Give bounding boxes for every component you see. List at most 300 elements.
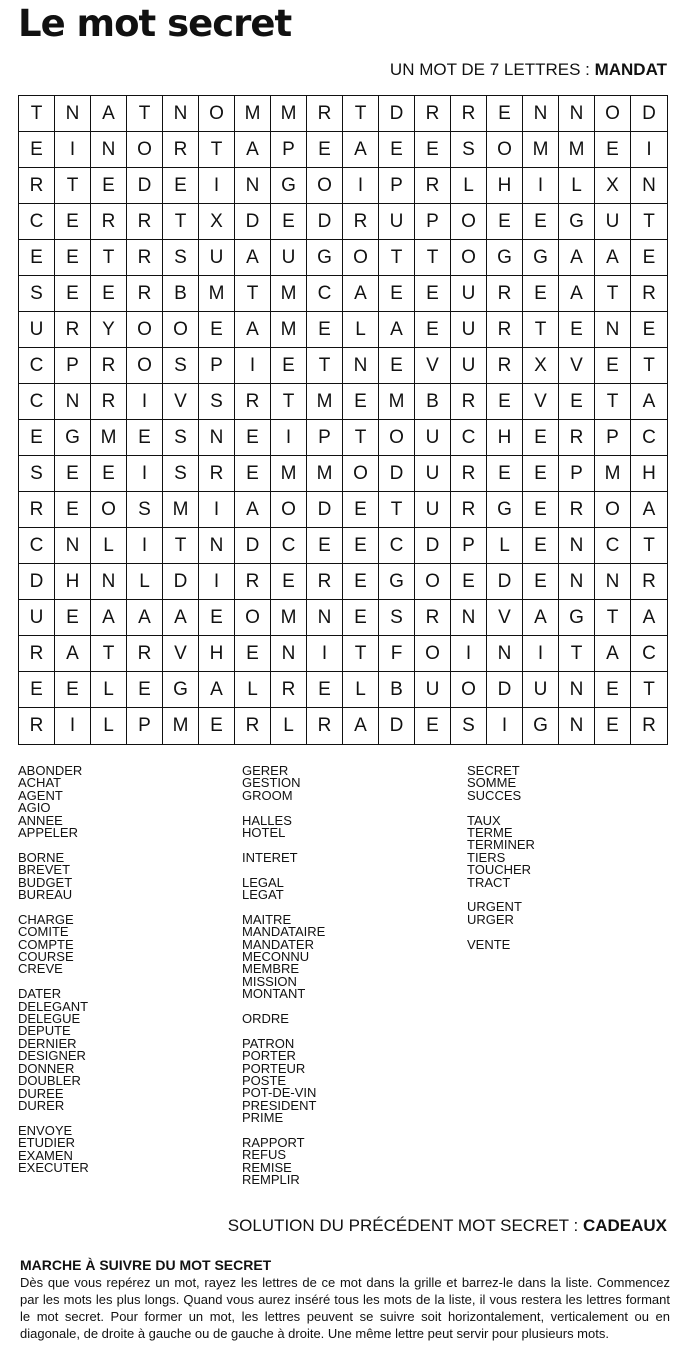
grid-cell[interactable]: E bbox=[271, 204, 307, 240]
grid-cell[interactable]: S bbox=[19, 456, 55, 492]
grid-cell[interactable]: I bbox=[523, 168, 559, 204]
word-list-item[interactable]: ANNEE bbox=[18, 812, 63, 828]
grid-cell[interactable]: M bbox=[523, 132, 559, 168]
grid-cell[interactable]: E bbox=[559, 384, 595, 420]
grid-cell[interactable]: O bbox=[451, 672, 487, 708]
grid-cell[interactable]: E bbox=[19, 420, 55, 456]
grid-cell[interactable]: U bbox=[415, 456, 451, 492]
grid-cell[interactable]: M bbox=[271, 276, 307, 312]
grid-cell[interactable]: R bbox=[163, 132, 199, 168]
word-list-item[interactable]: BORNE bbox=[18, 849, 65, 865]
grid-cell[interactable]: E bbox=[631, 240, 667, 276]
grid-cell[interactable]: V bbox=[415, 348, 451, 384]
grid-cell[interactable]: R bbox=[487, 348, 523, 384]
grid-cell[interactable]: T bbox=[19, 96, 55, 132]
grid-cell[interactable]: R bbox=[19, 492, 55, 528]
grid-cell[interactable]: E bbox=[199, 708, 235, 744]
grid-cell[interactable]: E bbox=[595, 132, 631, 168]
grid-cell[interactable]: T bbox=[127, 96, 163, 132]
grid-cell[interactable]: M bbox=[271, 312, 307, 348]
grid-cell[interactable]: A bbox=[91, 96, 127, 132]
word-list-item[interactable]: DATER bbox=[18, 986, 62, 1002]
grid-cell[interactable]: G bbox=[559, 600, 595, 636]
word-list-item[interactable]: TAUX bbox=[467, 812, 501, 828]
grid-cell[interactable]: T bbox=[307, 348, 343, 384]
grid-cell[interactable]: G bbox=[487, 240, 523, 276]
grid-cell[interactable]: G bbox=[271, 168, 307, 204]
word-list-item[interactable]: DELEGUE bbox=[18, 1011, 81, 1027]
grid-cell[interactable]: O bbox=[163, 312, 199, 348]
grid-cell[interactable]: T bbox=[163, 204, 199, 240]
grid-cell[interactable]: N bbox=[55, 528, 91, 564]
grid-cell[interactable]: R bbox=[307, 708, 343, 744]
word-list-item[interactable]: TIERS bbox=[467, 849, 506, 865]
grid-cell[interactable]: O bbox=[379, 420, 415, 456]
grid-cell[interactable]: I bbox=[271, 420, 307, 456]
grid-cell[interactable]: C bbox=[19, 528, 55, 564]
grid-cell[interactable]: T bbox=[595, 600, 631, 636]
grid-cell[interactable]: N bbox=[595, 312, 631, 348]
grid-cell[interactable]: E bbox=[595, 672, 631, 708]
grid-cell[interactable]: S bbox=[163, 456, 199, 492]
grid-cell[interactable]: R bbox=[451, 384, 487, 420]
grid-cell[interactable]: O bbox=[127, 132, 163, 168]
grid-cell[interactable]: E bbox=[487, 204, 523, 240]
word-list-item[interactable]: CHARGE bbox=[18, 911, 74, 927]
word-list-item[interactable]: TERMINER bbox=[467, 837, 535, 853]
grid-cell[interactable]: O bbox=[415, 564, 451, 600]
word-list-item[interactable]: DEPUTE bbox=[18, 1023, 71, 1039]
grid-cell[interactable]: A bbox=[523, 600, 559, 636]
grid-cell[interactable]: E bbox=[343, 384, 379, 420]
grid-cell[interactable]: U bbox=[523, 672, 559, 708]
grid-cell[interactable]: C bbox=[19, 384, 55, 420]
grid-cell[interactable]: C bbox=[19, 204, 55, 240]
grid-cell[interactable]: P bbox=[271, 132, 307, 168]
grid-cell[interactable]: S bbox=[163, 240, 199, 276]
grid-cell[interactable]: O bbox=[235, 600, 271, 636]
grid-cell[interactable]: P bbox=[415, 204, 451, 240]
grid-cell[interactable]: N bbox=[451, 600, 487, 636]
grid-cell[interactable]: R bbox=[642, 715, 656, 736]
grid-cell[interactable]: E bbox=[523, 276, 559, 312]
grid-cell[interactable]: M bbox=[199, 276, 235, 312]
grid-cell[interactable]: I bbox=[631, 132, 667, 168]
grid-cell[interactable]: T bbox=[631, 204, 667, 240]
grid-cell[interactable]: E bbox=[415, 708, 451, 744]
grid-cell[interactable]: S bbox=[19, 276, 55, 312]
grid-cell[interactable]: E bbox=[127, 420, 163, 456]
grid-cell[interactable]: I bbox=[55, 708, 91, 744]
grid-cell[interactable]: R bbox=[343, 204, 379, 240]
grid-cell[interactable]: U bbox=[415, 420, 451, 456]
grid-cell[interactable]: E bbox=[199, 600, 235, 636]
grid-cell[interactable]: I bbox=[487, 708, 523, 744]
grid-cell[interactable]: N bbox=[559, 708, 595, 744]
grid-cell[interactable]: I bbox=[199, 492, 235, 528]
grid-cell[interactable]: O bbox=[451, 240, 487, 276]
grid-cell[interactable]: E bbox=[415, 312, 451, 348]
grid-cell[interactable]: A bbox=[91, 600, 127, 636]
grid-cell[interactable]: T bbox=[379, 492, 415, 528]
grid-cell[interactable]: P bbox=[127, 708, 163, 744]
grid-cell[interactable]: I bbox=[199, 168, 235, 204]
grid-cell[interactable]: E bbox=[19, 240, 55, 276]
grid-cell[interactable]: L bbox=[487, 528, 523, 564]
word-list-item[interactable]: REMISE bbox=[242, 1159, 292, 1175]
grid-cell[interactable]: H bbox=[487, 168, 523, 204]
grid-cell[interactable]: C bbox=[379, 528, 415, 564]
word-list-item[interactable]: COMITE bbox=[18, 924, 69, 940]
grid-cell[interactable]: T bbox=[631, 528, 667, 564]
grid-cell[interactable]: H bbox=[55, 564, 91, 600]
grid-cell[interactable]: R bbox=[235, 708, 271, 744]
grid-cell[interactable]: M bbox=[559, 132, 595, 168]
grid-cell[interactable]: I bbox=[199, 564, 235, 600]
word-list-item[interactable]: MECONNU bbox=[242, 949, 310, 965]
grid-cell[interactable]: T bbox=[199, 132, 235, 168]
grid-cell[interactable]: C bbox=[631, 636, 667, 672]
grid-cell[interactable]: G bbox=[523, 240, 559, 276]
grid-cell[interactable]: A bbox=[595, 240, 631, 276]
grid-cell[interactable]: C bbox=[451, 420, 487, 456]
word-list-item[interactable]: ENVOYE bbox=[18, 1122, 73, 1138]
grid-cell[interactable]: D bbox=[379, 456, 415, 492]
grid-cell[interactable]: N bbox=[523, 96, 559, 132]
grid-cell[interactable]: U bbox=[19, 600, 55, 636]
word-list-item[interactable]: SUCCES bbox=[467, 787, 522, 803]
grid-cell[interactable]: B bbox=[415, 384, 451, 420]
grid-cell[interactable]: A bbox=[631, 384, 667, 420]
grid-cell[interactable]: A bbox=[55, 636, 91, 672]
grid-cell[interactable]: M bbox=[163, 492, 199, 528]
grid-cell[interactable]: E bbox=[55, 204, 91, 240]
grid-cell[interactable]: D bbox=[631, 96, 667, 132]
grid-cell[interactable]: R bbox=[199, 456, 235, 492]
grid-cell[interactable]: O bbox=[127, 312, 163, 348]
grid-cell[interactable]: T bbox=[235, 276, 271, 312]
grid-cell[interactable]: A bbox=[595, 636, 631, 672]
grid-cell[interactable]: N bbox=[307, 600, 343, 636]
grid-cell[interactable]: M bbox=[235, 96, 271, 132]
grid-cell[interactable]: D bbox=[235, 528, 271, 564]
grid-cell[interactable]: V bbox=[559, 348, 595, 384]
word-list-item[interactable]: INTERET bbox=[242, 849, 298, 865]
grid-cell[interactable]: I bbox=[451, 636, 487, 672]
grid-cell[interactable]: R bbox=[91, 384, 127, 420]
grid-cell[interactable]: R bbox=[415, 96, 451, 132]
letter-grid[interactable] bbox=[18, 95, 668, 745]
grid-cell[interactable]: E bbox=[199, 312, 235, 348]
word-list-item[interactable]: PRESIDENT bbox=[242, 1097, 317, 1113]
grid-cell[interactable]: E bbox=[307, 132, 343, 168]
word-list-item[interactable]: GROOM bbox=[242, 787, 293, 803]
grid-cell[interactable]: H bbox=[487, 420, 523, 456]
grid-cell[interactable]: T bbox=[415, 240, 451, 276]
grid-cell[interactable]: T bbox=[379, 240, 415, 276]
grid-cell[interactable]: V bbox=[523, 384, 559, 420]
grid-cell[interactable]: E bbox=[487, 456, 523, 492]
word-list-item[interactable]: ABONDER bbox=[18, 763, 83, 778]
grid-cell[interactable]: O bbox=[451, 204, 487, 240]
grid-cell[interactable]: R bbox=[127, 204, 163, 240]
grid-cell[interactable]: T bbox=[559, 636, 595, 672]
grid-cell[interactable]: M bbox=[379, 384, 415, 420]
grid-cell[interactable]: T bbox=[271, 384, 307, 420]
grid-cell[interactable]: S bbox=[199, 384, 235, 420]
grid-cell[interactable]: H bbox=[199, 636, 235, 672]
grid-cell[interactable]: E bbox=[55, 240, 91, 276]
grid-cell[interactable]: R bbox=[127, 636, 163, 672]
grid-cell[interactable]: U bbox=[199, 240, 235, 276]
grid-cell[interactable]: T bbox=[343, 96, 379, 132]
grid-cell[interactable]: R bbox=[55, 312, 91, 348]
grid-cell[interactable]: N bbox=[559, 96, 595, 132]
grid-cell[interactable]: Y bbox=[91, 312, 127, 348]
grid-cell[interactable]: R bbox=[19, 636, 55, 672]
grid-cell[interactable]: E bbox=[523, 420, 559, 456]
grid-cell[interactable]: R bbox=[487, 276, 523, 312]
grid-cell[interactable]: E bbox=[631, 312, 667, 348]
grid-cell[interactable]: E bbox=[235, 636, 271, 672]
grid-cell[interactable]: M bbox=[271, 600, 307, 636]
word-list-item[interactable]: DUREE bbox=[18, 1085, 64, 1101]
grid-cell[interactable]: E bbox=[91, 168, 127, 204]
grid-cell[interactable]: E bbox=[595, 348, 631, 384]
grid-cell[interactable]: A bbox=[127, 600, 163, 636]
grid-cell[interactable]: X bbox=[523, 348, 559, 384]
grid-cell[interactable]: C bbox=[271, 528, 307, 564]
word-list-item[interactable]: BUDGET bbox=[18, 874, 73, 890]
grid-cell[interactable]: T bbox=[163, 528, 199, 564]
grid-cell[interactable]: A bbox=[235, 132, 271, 168]
grid-cell[interactable]: T bbox=[595, 276, 631, 312]
grid-cell[interactable]: U bbox=[451, 312, 487, 348]
grid-cell[interactable]: P bbox=[199, 348, 235, 384]
word-list-item[interactable]: RAPPORT bbox=[242, 1135, 305, 1151]
grid-cell[interactable]: A bbox=[631, 600, 667, 636]
grid-cell[interactable]: E bbox=[379, 276, 415, 312]
word-list-item[interactable]: AGIO bbox=[18, 800, 51, 816]
grid-cell[interactable]: R bbox=[487, 312, 523, 348]
word-list-item[interactable]: TOUCHER bbox=[467, 862, 532, 878]
word-list-item[interactable]: EXAMEN bbox=[18, 1147, 73, 1163]
word-list-item[interactable]: MANDATER bbox=[242, 936, 314, 952]
word-list-item[interactable]: SOMME bbox=[467, 775, 517, 791]
grid-cell[interactable]: A bbox=[559, 240, 595, 276]
word-list-item[interactable]: APPELER bbox=[18, 825, 78, 841]
grid-cell[interactable]: L bbox=[343, 312, 379, 348]
grid-cell[interactable]: R bbox=[451, 96, 487, 132]
word-list-item[interactable]: MONTANT bbox=[242, 986, 306, 1002]
grid-cell[interactable]: I bbox=[235, 348, 271, 384]
word-list-item[interactable]: PRIME bbox=[242, 1110, 284, 1126]
grid-cell[interactable]: F bbox=[379, 636, 415, 672]
grid-cell[interactable]: P bbox=[559, 456, 595, 492]
word-list-item[interactable]: LEGAT bbox=[242, 887, 284, 903]
grid-cell[interactable]: A bbox=[343, 132, 379, 168]
grid-cell[interactable]: S bbox=[451, 132, 487, 168]
grid-cell[interactable]: M bbox=[595, 456, 631, 492]
grid-cell[interactable]: T bbox=[595, 384, 631, 420]
grid-cell[interactable]: A bbox=[163, 600, 199, 636]
word-list-item[interactable]: GESTION bbox=[242, 775, 301, 791]
grid-cell[interactable]: T bbox=[55, 168, 91, 204]
grid-cell[interactable]: R bbox=[631, 276, 667, 312]
grid-cell[interactable]: D bbox=[415, 528, 451, 564]
grid-cell[interactable]: O bbox=[595, 492, 631, 528]
word-list-item[interactable]: HOTEL bbox=[242, 825, 286, 841]
grid-cell[interactable]: A bbox=[559, 276, 595, 312]
grid-cell[interactable]: N bbox=[199, 420, 235, 456]
grid-cell[interactable]: O bbox=[307, 168, 343, 204]
word-list-item[interactable]: MEMBRE bbox=[242, 961, 300, 977]
grid-cell[interactable]: T bbox=[523, 312, 559, 348]
word-list-item[interactable]: LEGAL bbox=[242, 874, 284, 890]
grid-cell[interactable]: R bbox=[19, 168, 55, 204]
word-list-item[interactable]: EXECUTER bbox=[18, 1159, 89, 1175]
word-list-item[interactable]: DONNER bbox=[18, 1060, 75, 1076]
grid-cell[interactable]: N bbox=[559, 528, 595, 564]
grid-cell[interactable]: I bbox=[127, 528, 163, 564]
word-list-item[interactable]: BUREAU bbox=[18, 887, 73, 903]
grid-cell[interactable]: L bbox=[91, 708, 127, 744]
grid-cell[interactable]: T bbox=[631, 348, 667, 384]
grid-cell[interactable]: E bbox=[451, 564, 487, 600]
grid-cell[interactable]: R bbox=[415, 168, 451, 204]
grid-cell[interactable]: X bbox=[199, 204, 235, 240]
grid-cell[interactable]: D bbox=[487, 672, 523, 708]
grid-cell[interactable]: R bbox=[559, 492, 595, 528]
grid-cell[interactable]: N bbox=[343, 348, 379, 384]
word-list-item[interactable]: URGENT bbox=[467, 899, 522, 915]
word-list-item[interactable]: PORTER bbox=[242, 1048, 296, 1064]
grid-cell[interactable]: N bbox=[163, 96, 199, 132]
grid-cell[interactable]: M bbox=[91, 420, 127, 456]
grid-cell[interactable]: E bbox=[343, 528, 379, 564]
grid-cell[interactable]: M bbox=[307, 456, 343, 492]
grid-cell[interactable]: G bbox=[379, 564, 415, 600]
grid-cell[interactable]: E bbox=[55, 276, 91, 312]
grid-cell[interactable]: R bbox=[307, 564, 343, 600]
word-list-item[interactable]: HALLES bbox=[242, 812, 292, 828]
grid-cell[interactable]: I bbox=[523, 636, 559, 672]
word-list-item[interactable]: DESIGNER bbox=[18, 1048, 86, 1064]
grid-cell[interactable]: O bbox=[91, 492, 127, 528]
word-list-item[interactable]: MAITRE bbox=[242, 911, 292, 927]
grid-cell[interactable]: O bbox=[127, 348, 163, 384]
grid-cell[interactable]: I bbox=[307, 636, 343, 672]
grid-cell[interactable]: E bbox=[235, 420, 271, 456]
grid-cell[interactable]: L bbox=[343, 672, 379, 708]
grid-cell[interactable]: N bbox=[595, 564, 631, 600]
grid-cell[interactable]: E bbox=[343, 564, 379, 600]
word-list-item[interactable]: TERME bbox=[467, 825, 513, 841]
grid-cell[interactable]: N bbox=[271, 636, 307, 672]
word-list-item[interactable]: REFUS bbox=[242, 1147, 287, 1163]
word-list-item[interactable]: CREVE bbox=[18, 961, 63, 977]
word-list-item[interactable]: AGENT bbox=[18, 787, 63, 803]
grid-cell[interactable]: P bbox=[451, 528, 487, 564]
grid-cell[interactable]: G bbox=[307, 240, 343, 276]
grid-cell[interactable]: S bbox=[127, 492, 163, 528]
grid-cell[interactable]: U bbox=[379, 204, 415, 240]
grid-cell[interactable]: R bbox=[91, 204, 127, 240]
grid-cell[interactable]: D bbox=[379, 708, 415, 744]
grid-cell[interactable]: M bbox=[163, 708, 199, 744]
grid-cell[interactable]: T bbox=[343, 420, 379, 456]
grid-cell[interactable]: E bbox=[379, 132, 415, 168]
word-list-item[interactable]: MISSION bbox=[242, 973, 297, 989]
grid-cell[interactable]: G bbox=[55, 420, 91, 456]
word-list-item[interactable]: POSTE bbox=[242, 1073, 287, 1089]
grid-cell[interactable]: C bbox=[631, 420, 667, 456]
grid-cell[interactable]: L bbox=[91, 528, 127, 564]
grid-cell[interactable]: G bbox=[487, 492, 523, 528]
word-list-item[interactable]: COURSE bbox=[18, 949, 74, 965]
grid-cell[interactable]: I bbox=[127, 456, 163, 492]
grid-cell[interactable]: L bbox=[127, 564, 163, 600]
grid-cell[interactable]: R bbox=[631, 564, 667, 600]
grid-cell[interactable]: E bbox=[55, 600, 91, 636]
word-list-item[interactable]: TRACT bbox=[467, 874, 511, 890]
grid-cell[interactable]: U bbox=[19, 312, 55, 348]
grid-cell[interactable]: L bbox=[271, 708, 307, 744]
grid-cell[interactable]: V bbox=[163, 384, 199, 420]
grid-cell[interactable]: O bbox=[415, 636, 451, 672]
word-list-item[interactable]: COMPTE bbox=[18, 936, 74, 952]
grid-cell[interactable]: E bbox=[487, 96, 523, 132]
grid-cell[interactable]: E bbox=[19, 672, 55, 708]
grid-cell[interactable]: E bbox=[55, 672, 91, 708]
grid-cell[interactable]: B bbox=[163, 276, 199, 312]
grid-cell[interactable]: R bbox=[127, 240, 163, 276]
grid-cell[interactable]: O bbox=[199, 96, 235, 132]
grid-cell[interactable]: G bbox=[163, 672, 199, 708]
grid-cell[interactable]: E bbox=[271, 348, 307, 384]
grid-cell[interactable]: L bbox=[91, 672, 127, 708]
grid-cell[interactable]: M bbox=[271, 456, 307, 492]
grid-cell[interactable]: E bbox=[559, 312, 595, 348]
grid-cell[interactable]: N bbox=[199, 528, 235, 564]
grid-cell[interactable]: S bbox=[379, 600, 415, 636]
grid-cell[interactable]: X bbox=[595, 168, 631, 204]
word-list-item[interactable]: ETUDIER bbox=[18, 1135, 76, 1151]
grid-cell[interactable]: E bbox=[343, 600, 379, 636]
grid-cell[interactable]: E bbox=[271, 564, 307, 600]
grid-cell[interactable]: E bbox=[523, 204, 559, 240]
grid-cell[interactable]: L bbox=[235, 672, 271, 708]
word-list-item[interactable]: DOUBLER bbox=[18, 1073, 81, 1089]
grid-cell[interactable]: M bbox=[271, 96, 307, 132]
grid-cell[interactable]: N bbox=[55, 96, 91, 132]
word-list-item[interactable]: SECRET bbox=[467, 763, 520, 778]
grid-cell[interactable]: C bbox=[595, 528, 631, 564]
grid-cell[interactable]: R bbox=[451, 456, 487, 492]
grid-cell[interactable]: R bbox=[307, 96, 343, 132]
grid-cell[interactable]: N bbox=[235, 168, 271, 204]
grid-cell[interactable]: R bbox=[19, 708, 55, 744]
word-list-item[interactable]: URGER bbox=[467, 911, 514, 927]
grid-cell[interactable]: N bbox=[91, 564, 127, 600]
grid-cell[interactable]: C bbox=[19, 348, 55, 384]
grid-cell[interactable]: R bbox=[415, 600, 451, 636]
grid-cell[interactable]: A bbox=[343, 708, 379, 744]
grid-cell[interactable]: G bbox=[559, 204, 595, 240]
grid-cell[interactable]: D bbox=[127, 168, 163, 204]
word-list-item[interactable]: DERNIER bbox=[18, 1035, 77, 1051]
grid-cell[interactable]: R bbox=[451, 492, 487, 528]
